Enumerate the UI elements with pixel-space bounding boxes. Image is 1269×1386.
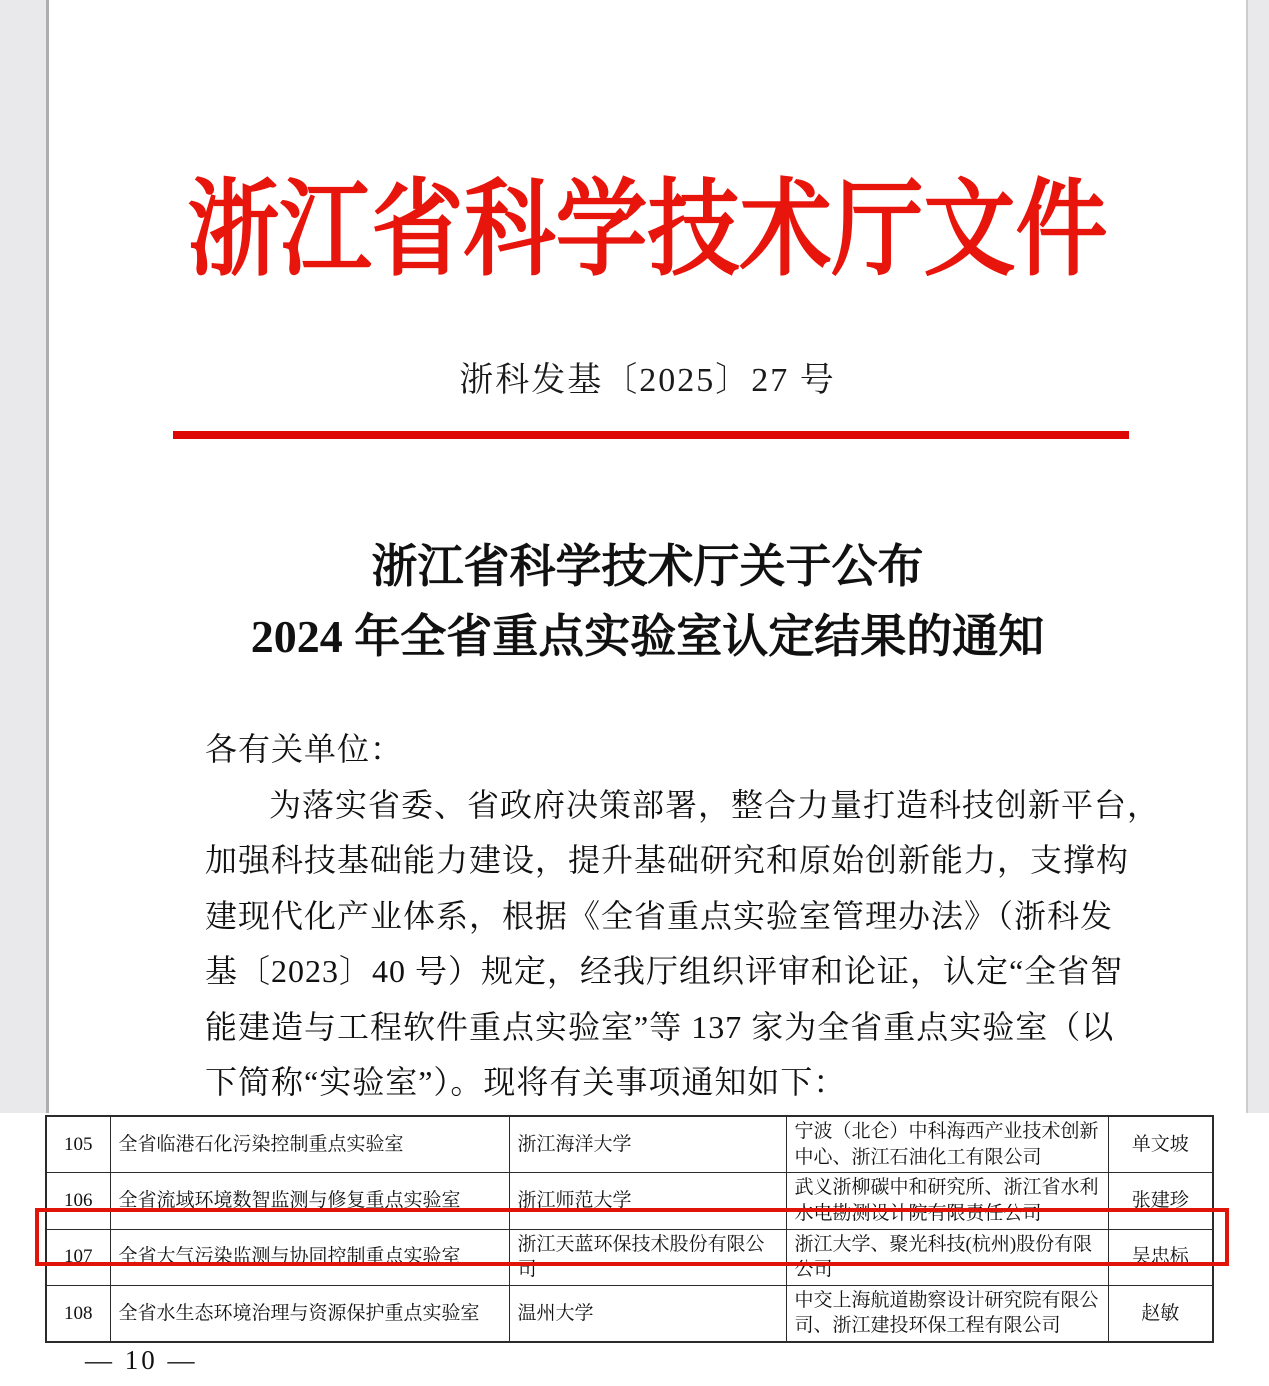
table-row	[46, 1285, 1213, 1342]
document-page	[46, 0, 1248, 1113]
body-line: 能建造与工程软件重点实验室”等 137 家为全省重点实验室（以	[205, 1008, 1115, 1045]
row-number-cell: 107	[46, 1229, 110, 1285]
table-row-highlighted	[46, 1229, 1213, 1285]
notice-title-line1: 浙江省科学技术厅关于公布	[371, 541, 924, 592]
lab-list-section	[0, 1113, 1269, 1386]
lab-name-cell: 全省水生态环境治理与资源保护重点实验室	[110, 1285, 509, 1342]
row-number-cell: 105	[46, 1116, 110, 1173]
salutation: 各有关单位：	[205, 731, 404, 767]
lab-name-cell: 全省临港石化污染控制重点实验室	[110, 1116, 509, 1173]
document-number: 浙科发基〔2025〕27 号	[459, 362, 836, 399]
body-line: 基〔2023〕40 号）规定，经我厅组织评审和论证，认定“全省智	[205, 953, 1124, 989]
lab-name-cell: 全省流域环境数智监测与修复重点实验室	[110, 1173, 509, 1229]
letterhead-title: 浙江省科学技术厅文件	[187, 172, 1108, 289]
body-line: 下简称“实验室”）。现将有关事项通知如下：	[205, 1064, 847, 1100]
red-separator-line	[173, 431, 1129, 439]
institution-cell: 浙江海洋大学	[509, 1116, 786, 1173]
body-line: 加强科技基础能力建设，提升基础研究和原始创新能力，支撑构	[205, 842, 1130, 878]
lab-name-cell: 全省大气污染监测与协同控制重点实验室	[110, 1229, 509, 1285]
institution-cell: 浙江天蓝环保技术股份有限公司	[509, 1229, 786, 1285]
partners-cell: 宁波（北仑）中科海西产业技术创新中心、浙江石油化工有限公司	[786, 1116, 1108, 1173]
table-row	[46, 1116, 1213, 1173]
row-number-cell: 106	[46, 1173, 110, 1229]
notice-title-line2: 2024 年全省重点实验室认定结果的通知	[250, 611, 1045, 662]
director-cell: 张建珍	[1108, 1173, 1213, 1229]
partners-cell: 武义浙柳碳中和研究所、浙江省水利水电勘测设计院有限责任公司	[786, 1173, 1108, 1229]
notice-body	[205, 722, 1161, 1111]
director-cell: 吴忠标	[1108, 1229, 1213, 1285]
body-line: 建现代化产业体系，根据《全省重点实验室管理办法》（浙科发	[205, 897, 1114, 934]
institution-cell: 温州大学	[509, 1285, 786, 1342]
page-number: — 10 —	[85, 1345, 198, 1375]
director-cell: 赵敏	[1108, 1285, 1213, 1342]
partners-cell: 中交上海航道勘察设计研究院有限公司、浙江建投环保工程有限公司	[786, 1285, 1108, 1342]
partners-cell: 浙江大学、聚光科技(杭州)股份有限公司	[786, 1229, 1108, 1285]
director-cell: 单文坡	[1108, 1116, 1213, 1173]
table-row	[46, 1173, 1213, 1229]
body-line: 为落实省委、省政府决策部署，整合力量打造科技创新平台，	[269, 786, 1161, 823]
row-number-cell: 108	[46, 1285, 110, 1342]
institution-cell: 浙江师范大学	[509, 1173, 786, 1229]
lab-table	[45, 1115, 1214, 1343]
